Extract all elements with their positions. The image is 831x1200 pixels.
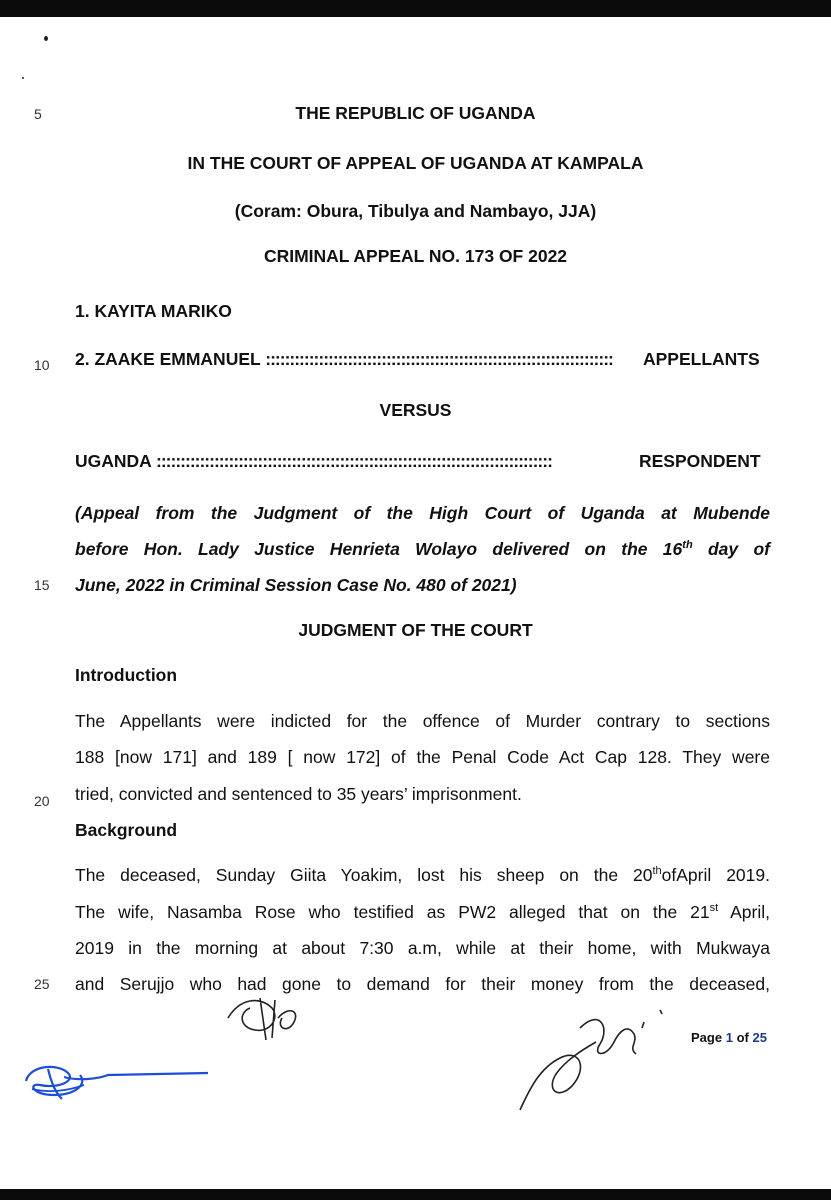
introduction-heading: Introduction xyxy=(75,665,178,685)
coram-line: (Coram: Obura, Tibulya and Nambayo, JJA) xyxy=(234,201,597,221)
page-label: Page xyxy=(691,1030,723,1045)
of-label: of xyxy=(736,1030,749,1045)
intro-line-2: 188 [now 171] and 189 [ now 172] of the Penal Code Act Cap 128. They were xyxy=(75,747,770,767)
appellant-dots: :::::::::::::::::::::::::::::::::::::::::::::::::::::::::::::::::::::::: xyxy=(265,349,613,369)
judgment-title: JUDGMENT OF THE COURT xyxy=(298,620,533,640)
page-footer xyxy=(691,1030,767,1045)
intro-line-1: The Appellants were indicted for the offence of Murder contrary to sections xyxy=(75,711,770,731)
page-number: 1 xyxy=(725,1030,733,1045)
appeal-from-line-2: before Hon. Lady Justice Henrieta Wolayo delivered on the 16th day of xyxy=(75,539,770,559)
respondent-role: RESPONDENT xyxy=(639,451,761,471)
signature-left-blue xyxy=(18,1055,218,1103)
versus-label: VERSUS xyxy=(379,400,452,420)
court-heading: IN THE COURT OF APPEAL OF UGANDA AT KAMPALA xyxy=(187,153,644,173)
respondent-line xyxy=(75,451,552,472)
appellant-role: APPELLANTS xyxy=(643,349,760,369)
background-line-2: The wife, Nasamba Rose who testified as PW2 alleged that on the 21st April, xyxy=(75,902,770,922)
line-number: 5 xyxy=(34,106,42,122)
appeal-number: CRIMINAL APPEAL NO. 173 OF 2022 xyxy=(263,246,568,266)
background-line-4: and Serujjo who had gone to demand for their money from the deceased, xyxy=(75,974,770,994)
appeal-from-line-3: June, 2022 in Criminal Session Case No. 480 of 2021) xyxy=(75,575,517,595)
scan-top-border xyxy=(0,0,831,17)
line-number: 25 xyxy=(34,976,50,992)
respondent-dots: :::::::::::::::::::::::::::::::::::::::::::::::::::::::::::::::::::::::::::::::::: xyxy=(156,451,552,471)
republic-heading: THE REPUBLIC OF UGANDA xyxy=(295,103,536,123)
background-heading: Background xyxy=(75,820,178,840)
appeal-from-line-1: (Appeal from the Judgment of the High Court of Uganda at Mubende xyxy=(75,503,770,523)
line-number: 15 xyxy=(34,577,50,593)
scan-speck xyxy=(22,77,24,79)
appellant-2-line xyxy=(75,349,613,370)
appellant-2-name: 2. ZAAKE EMMANUEL xyxy=(75,349,261,369)
line-number: 10 xyxy=(34,357,50,373)
scan-bottom-border xyxy=(0,1189,831,1200)
background-line-3: 2019 in the morning at about 7:30 a.m, while at their home, with Mukwaya xyxy=(75,938,770,958)
appellant-1: 1. KAYITA MARIKO xyxy=(75,301,232,321)
page-total: 25 xyxy=(752,1030,767,1045)
signature-middle xyxy=(220,988,310,1048)
scan-speck xyxy=(44,36,48,41)
respondent-name: UGANDA xyxy=(75,451,152,471)
line-number: 20 xyxy=(34,793,50,809)
signature-right xyxy=(510,998,680,1118)
intro-line-3: tried, convicted and sentenced to 35 years’ imprisonment. xyxy=(75,784,522,804)
background-line-1: The deceased, Sunday Giita Yoakim, lost his sheep on the 20thofApril 2019. xyxy=(75,865,770,885)
